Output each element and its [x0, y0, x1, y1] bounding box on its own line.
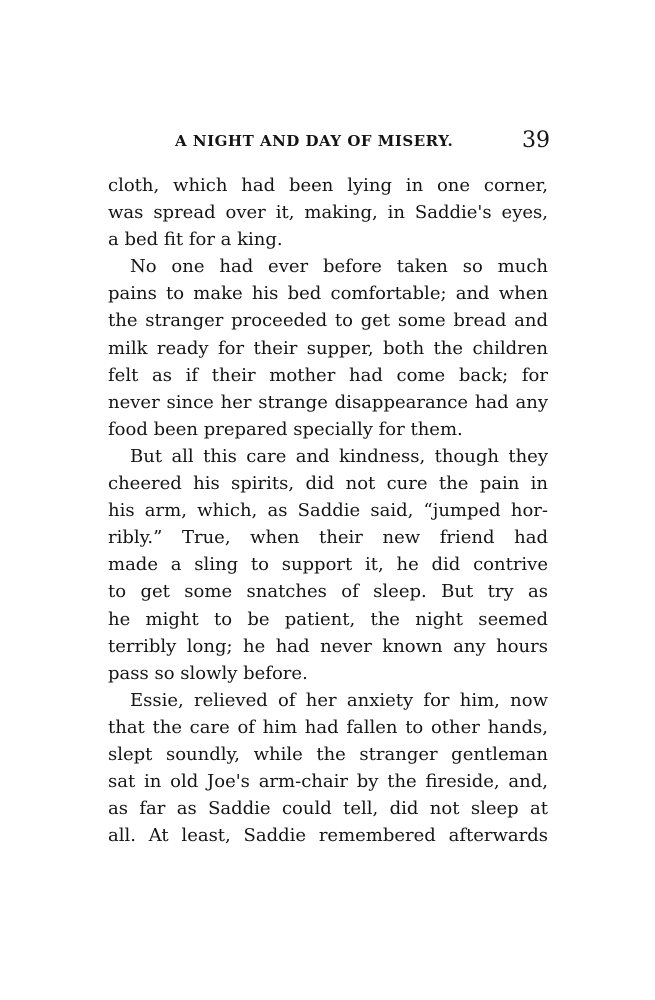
text-line: he might to be patient, the night seemed — [108, 608, 548, 630]
text-line: sat in old Joe's arm-chair by the fireside, and, — [108, 771, 548, 793]
text-line: food been prepared specially for them. — [108, 418, 463, 440]
text-line: slept soundly, while the stranger gentleman — [108, 743, 548, 765]
text-line: cloth, which had been lying in one corner, — [108, 175, 548, 196]
text-line: as far as Saddie could tell, did not sleep at — [108, 798, 548, 820]
text-line: terribly long; he had never known any hours — [108, 635, 548, 657]
page-number: 39 — [522, 128, 550, 153]
text-line: never since her strange disappearance had any — [108, 391, 548, 413]
text-line: No one had ever before taken so much — [130, 256, 548, 278]
body-text — [108, 172, 548, 849]
text-line: his arm, which, as Saddie said, “jumped hor- — [108, 500, 548, 522]
text-line: But all this care and kindness, though they — [130, 445, 548, 467]
text-line: pass so slowly before. — [108, 662, 308, 684]
text-line: cheered his spirits, did not cure the pain in — [108, 473, 548, 495]
text-line: milk ready for their supper, both the children — [108, 337, 548, 359]
running-title: A NIGHT AND DAY OF MISERY. — [175, 132, 454, 150]
text-line: that the care of him had fallen to other hands, — [108, 716, 548, 738]
text-line: to get some snatches of sleep. But try as — [108, 581, 548, 603]
text-line: was spread over it, making, in Saddie's eyes, — [108, 202, 548, 224]
text-line: ribly.” True, when their new friend had — [108, 527, 548, 549]
text-line: Essie, relieved of her anxiety for him, now — [130, 689, 548, 711]
running-header — [110, 128, 550, 158]
text-line: the stranger proceeded to get some bread and — [108, 310, 548, 332]
text-line: pains to make his bed comfortable; and when — [108, 283, 548, 305]
text-line: made a sling to support it, he did contrive — [108, 554, 548, 576]
text-line: felt as if their mother had come back; for — [108, 364, 548, 386]
text-line: a bed fit for a king. — [108, 229, 283, 251]
text-line: all. At least, Saddie remembered afterwards — [108, 825, 548, 847]
